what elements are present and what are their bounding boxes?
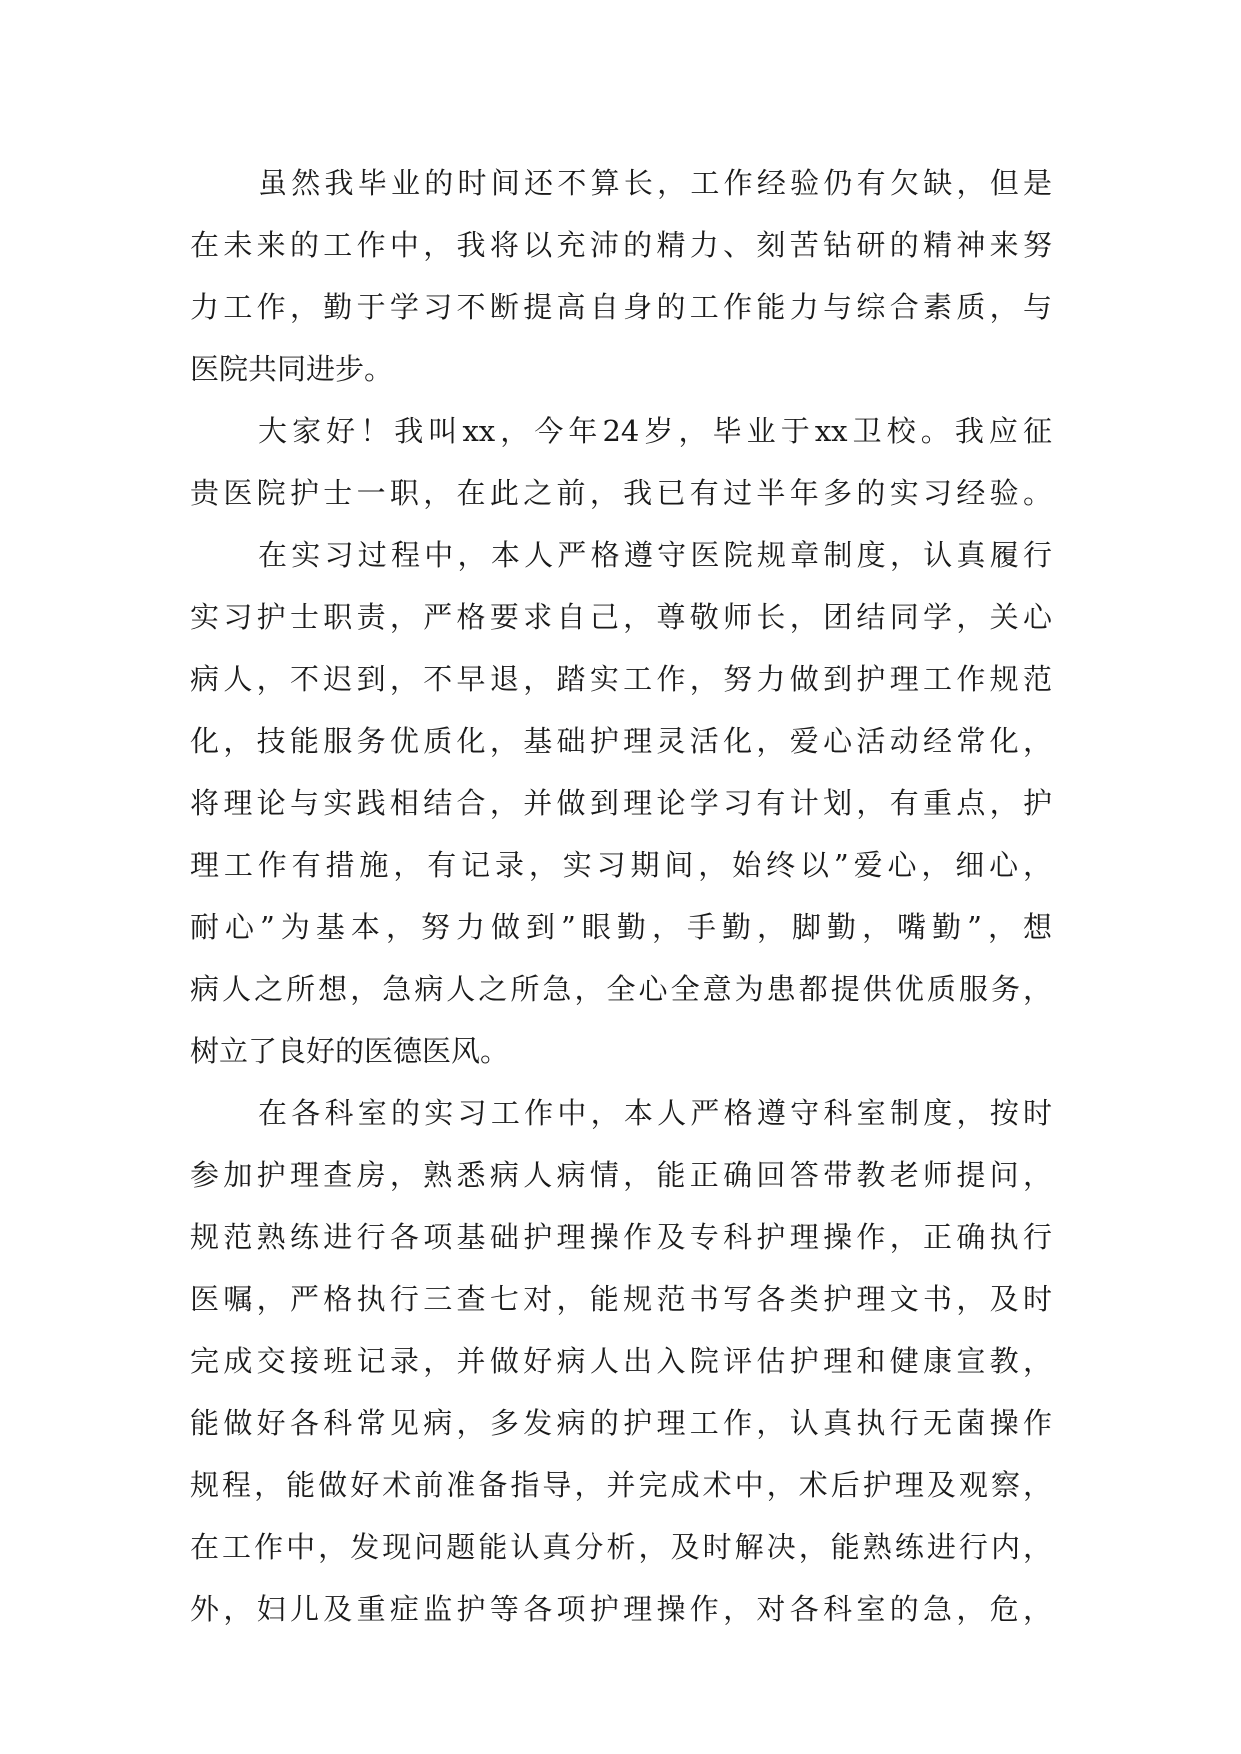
text-line: 实习护士职责，严格要求自己，尊敬师长，团结同学，关心 [190, 600, 1052, 634]
text-line: 医嘱，严格执行三查七对，能规范书写各类护理文书，及时 [190, 1282, 1052, 1316]
text-line: 树立了良好的医德医风。 [190, 1034, 510, 1068]
text-line: 理工作有措施，有记录，实习期间，始终以”爱心，细心， [190, 848, 1052, 882]
text-line: 虽然我毕业的时间还不算长，工作经验仍有欠缺，但是 [258, 166, 1052, 200]
text-line: 在工作中，发现问题能认真分析，及时解决，能熟练进行内， [190, 1530, 1052, 1564]
text-line: 将理论与实践相结合，并做到理论学习有计划，有重点，护 [190, 786, 1052, 820]
text-line: 力工作，勤于学习不断提高自身的工作能力与综合素质，与 [190, 290, 1052, 324]
text-line: 贵医院护士一职，在此之前，我已有过半年多的实习经验。 [190, 476, 1052, 510]
text-line: 外，妇儿及重症监护等各项护理操作，对各科室的急，危， [190, 1592, 1052, 1626]
text-line: 在未来的工作中，我将以充沛的精力、刻苦钻研的精神来努 [190, 228, 1052, 262]
document-body [190, 152, 1052, 1640]
text-line: 参加护理查房，熟悉病人病情，能正确回答带教老师提问， [190, 1158, 1052, 1192]
text-line: 病人，不迟到，不早退，踏实工作，努力做到护理工作规范 [190, 662, 1052, 696]
text-line: 在实习过程中，本人严格遵守医院规章制度，认真履行 [258, 538, 1052, 572]
text-line: 病人之所想，急病人之所急，全心全意为患都提供优质服务， [190, 972, 1052, 1006]
text-line: 完成交接班记录，并做好病人出入院评估护理和健康宣教， [190, 1344, 1052, 1378]
text-line: 化，技能服务优质化，基础护理灵活化，爱心活动经常化， [190, 724, 1052, 758]
text-line: 耐心”为基本，努力做到”眼勤，手勤，脚勤，嘴勤”，想 [190, 910, 1052, 944]
text-line: 规范熟练进行各项基础护理操作及专科护理操作，正确执行 [190, 1220, 1052, 1254]
text-line: 医院共同进步。 [190, 352, 394, 386]
text-line: 能做好各科常见病，多发病的护理工作，认真执行无菌操作 [190, 1406, 1052, 1440]
text-line: 规程，能做好术前准备指导，并完成术中，术后护理及观察， [190, 1468, 1052, 1502]
text-line: 在各科室的实习工作中，本人严格遵守科室制度，按时 [258, 1096, 1052, 1130]
text-line: 大家好！我叫xx，今年24岁，毕业于xx卫校。我应征 [258, 414, 1052, 448]
